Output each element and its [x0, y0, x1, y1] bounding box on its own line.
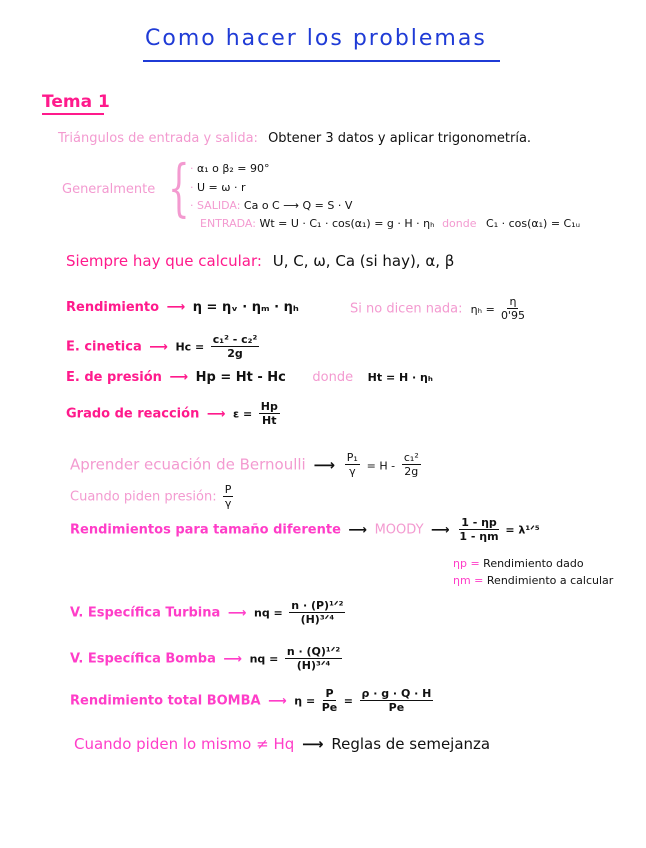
tamano-def-1 [453, 557, 584, 570]
total-label: Rendimiento total BOMBA [70, 693, 261, 709]
semejanza-line [74, 735, 490, 753]
general-item-1: · α₁ o β₂ = 90° [190, 162, 270, 175]
section-underline [42, 113, 104, 115]
fraction-denominator: 1 - ηm [459, 530, 499, 544]
ecinetica-line [66, 334, 261, 360]
section-heading: Tema 1 [42, 92, 110, 112]
fraction-denominator: Pe [321, 701, 338, 715]
brace-icon: { [168, 151, 190, 224]
siempre-text: U, C, ω, Ca (si hay), α, β [272, 252, 455, 270]
general-item-4 [200, 217, 580, 230]
fraction-denominator: 2g [404, 465, 419, 479]
bomba-fraction [285, 646, 342, 672]
semejanza-text: Reglas de semejanza [331, 735, 491, 753]
arrow-icon: ⟶ [268, 693, 287, 709]
ecinetica-lhs: Hc = [175, 340, 205, 354]
rendimiento-note-lhs: ηₕ = [470, 302, 495, 316]
bomba-lhs: nq = [249, 652, 279, 666]
page-title: Como hacer los problemas [145, 26, 487, 51]
tamano-line [70, 517, 540, 543]
rendimiento-line [66, 300, 299, 315]
triangulos-line [58, 131, 531, 146]
arrow-icon: ⟶ [431, 522, 450, 538]
title-underline [143, 60, 500, 62]
general-item-1-text: α₁ o β₂ = 90° [197, 162, 270, 175]
def1-symbol: ηp = [453, 557, 480, 570]
tamano-rhs: = λ¹ᐟ⁵ [505, 523, 540, 537]
fraction-denominator: γ [349, 465, 356, 479]
rendimiento-label: Rendimiento [66, 300, 160, 315]
turbina-label: V. Específica Turbina [70, 605, 221, 621]
epresion-label: E. de presión [66, 370, 162, 385]
moody-label: MOODY [374, 522, 424, 538]
fraction-numerator: P₁ [346, 451, 358, 464]
rendimiento-note-fraction [501, 296, 525, 322]
bomba-line [70, 646, 344, 672]
fraction-numerator: η [509, 295, 517, 308]
epresion-formula: Hp = Ht - Hc [195, 370, 286, 385]
ecinetica-label: E. cinetica [66, 339, 142, 355]
arrow-icon: ⟶ [348, 522, 368, 538]
tamano-fraction [459, 517, 499, 543]
grado-fraction [259, 401, 280, 427]
arrow-icon: ⟶ [166, 300, 186, 315]
fraction-numerator: 1 - ηp [461, 516, 497, 529]
fraction-denominator: (H)³ᐟ⁴ [300, 613, 335, 627]
bernoulli-label: Aprender ecuación de Bernoulli [70, 455, 306, 474]
arrow-icon: ⟶ [302, 735, 324, 753]
presion-label: Cuando piden presión: [70, 489, 217, 505]
fraction-numerator: c₁² - c₂² [212, 333, 258, 346]
fraction-numerator: c₁² [403, 451, 419, 464]
grado-label: Grado de reacción [66, 406, 200, 422]
fraction-numerator: n · (P)¹ᐟ² [291, 599, 344, 612]
grado-lhs: ε = [233, 407, 253, 421]
turbina-line [70, 600, 347, 626]
entrada-tail: C₁ · cos(α₁) = C₁ᵤ [486, 217, 581, 230]
ecinetica-fraction [211, 334, 260, 360]
tamano-def-2 [453, 574, 613, 587]
fraction-denominator: 2g [227, 347, 243, 361]
fraction-denominator: Pe [388, 701, 405, 715]
epresion-donde: donde [312, 370, 354, 385]
bomba-label: V. Específica Bomba [70, 651, 216, 667]
epresion-tail: Ht = H · ηₕ [367, 371, 433, 384]
general-item-2-text: U = ω · r [197, 181, 246, 194]
epresion-line [66, 370, 433, 385]
fraction-denominator: 0'95 [500, 309, 525, 323]
arrow-icon: ⟶ [206, 406, 226, 422]
entrada-donde: donde [442, 217, 477, 230]
def2-symbol: ηm = [453, 574, 484, 587]
bernoulli-fraction-right [402, 452, 421, 478]
rendimiento-note [350, 296, 527, 322]
rendimiento-note-label: Si no dicen nada: [350, 301, 463, 317]
salida-text: Ca o C ⟶ Q = S · V [243, 199, 353, 212]
bernoulli-line [70, 452, 423, 478]
def2-text: Rendimiento a calcular [486, 574, 614, 587]
fraction-numerator: P [224, 483, 232, 496]
fraction-numerator: Hp [260, 400, 278, 413]
siempre-label: Siempre hay que calcular: [66, 252, 262, 270]
general-item-3: · SALIDA: Ca o C ⟶ Q = S · V [190, 199, 353, 212]
fraction-numerator: n · (Q)¹ᐟ² [286, 645, 341, 658]
bernoulli-fraction-left [345, 452, 360, 478]
arrow-icon: ⟶ [169, 370, 189, 385]
grado-line [66, 401, 282, 427]
rendimiento-formula: η = ηᵥ · ηₘ · ηₕ [192, 300, 299, 315]
general-item-2: · U = ω · r [190, 181, 246, 194]
bernoulli-rhs: = H - [366, 459, 396, 473]
triangulos-label: Triángulos de entrada y salida: [58, 131, 258, 146]
fraction-denominator: γ [224, 497, 232, 511]
generalmente-label: Generalmente [62, 182, 156, 197]
arrow-icon: ⟶ [149, 339, 168, 355]
presion-fraction [223, 484, 234, 510]
triangulos-text: Obtener 3 datos y aplicar trigonometría. [268, 131, 532, 146]
presion-line [70, 484, 235, 510]
fraction-denominator: (H)³ᐟ⁴ [296, 659, 331, 673]
salida-label: SALIDA: [197, 199, 241, 212]
total-fraction-2 [360, 688, 434, 714]
turbina-lhs: nq = [254, 606, 283, 620]
total-line [70, 688, 435, 714]
total-equals: = [343, 694, 353, 708]
arrow-icon: ⟶ [227, 605, 247, 621]
entrada-label: ENTRADA: [200, 217, 256, 230]
total-fraction-1 [322, 688, 338, 714]
siempre-line [66, 252, 454, 270]
entrada-text: Wt = U · C₁ · cos(α₁) = g · H · ηₕ [259, 217, 435, 230]
turbina-fraction [289, 600, 345, 626]
semejanza-label: Cuando piden lo mismo ≠ Hq [74, 735, 295, 753]
tamano-label: Rendimientos para tamaño diferente [70, 522, 341, 538]
def1-text: Rendimiento dado [483, 557, 584, 570]
arrow-icon: ⟶ [313, 455, 336, 474]
arrow-icon: ⟶ [223, 651, 243, 667]
fraction-denominator: Ht [262, 414, 277, 428]
total-lhs: η = [294, 694, 316, 708]
fraction-numerator: P [325, 687, 334, 700]
fraction-numerator: ρ · g · Q · H [361, 687, 432, 700]
